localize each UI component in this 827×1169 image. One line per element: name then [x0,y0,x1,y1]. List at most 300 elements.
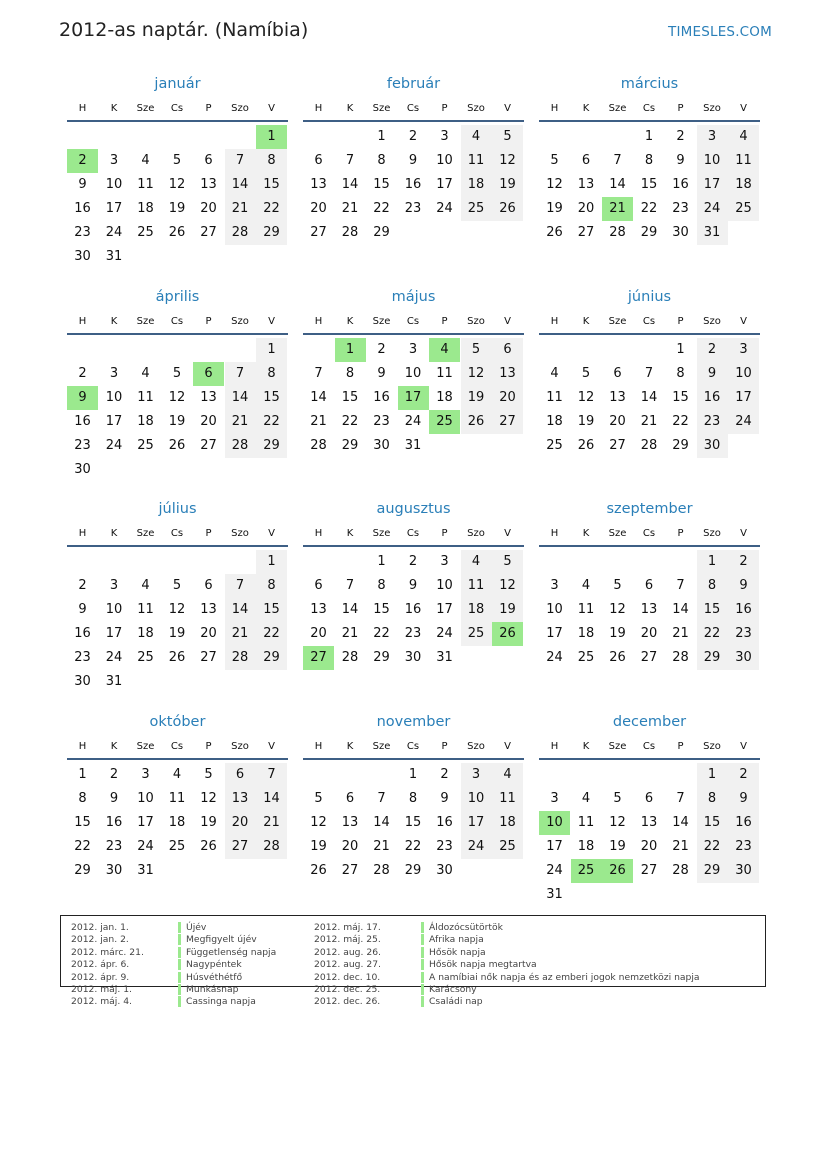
day-cell: 9 [676,153,685,168]
weekday-label: Szo [703,316,721,327]
weekday-header [539,316,760,332]
legend-date: 2012. aug. 27. [314,959,381,971]
day-cell: 13 [200,177,217,192]
day-cell: 20 [609,414,626,429]
weekday-label: K [110,528,118,539]
day-cell: 28 [225,434,256,458]
weekday-label: P [677,103,684,114]
weekday-label: P [205,528,212,539]
weekday-label: Sze [608,741,627,752]
day-cell: 2 [408,129,418,144]
day-cell: 24 [436,626,453,641]
day-cell: 15 [256,173,287,197]
day-cell: 31 [105,249,123,264]
day-cell: 22 [404,839,422,854]
legend-color-marker [178,922,181,933]
day-cell: 12 [609,602,626,617]
legend-date: 2012. dec. 25. [314,984,381,995]
header-rule [67,120,288,122]
holiday-day-cell: 4 [429,338,460,362]
weekday-label: K [346,741,354,752]
day-cell: 29 [373,225,390,240]
legend-color-marker [178,972,181,983]
day-cell: 15 [373,602,390,617]
day-cell: 11 [577,602,595,617]
holiday-day-cell: 26 [602,859,633,883]
day-cell: 17 [728,386,759,410]
day-cell: 28 [672,650,689,665]
day-cell: 12 [200,791,217,806]
legend-holiday-name: Cassinga napja [186,996,256,1008]
weekday-label: V [268,528,275,539]
weekday-header [539,103,760,119]
day-cell: 15 [697,811,728,835]
day-cell: 28 [672,863,689,878]
day-cell: 24 [436,201,453,216]
day-cell: 9 [408,153,418,168]
weekday-label: Sze [136,103,155,114]
day-cell: 10 [461,787,492,811]
day-cell: 7 [676,791,685,806]
holiday-day-cell: 9 [67,386,98,410]
day-cell: 10 [105,177,123,192]
day-cell: 13 [310,177,327,192]
weekday-label: H [78,316,87,327]
day-cell: 18 [492,811,523,835]
day-cell: 24 [697,197,728,221]
weekday-label: P [205,103,212,114]
day-cell: 24 [546,650,563,665]
day-cell: 24 [105,650,123,665]
day-cell: 2 [408,554,418,569]
day-cell: 15 [697,598,728,622]
day-cell: 27 [200,438,217,453]
legend-color-marker [178,934,181,945]
day-cell: 28 [310,438,327,453]
day-cell: 4 [581,791,591,806]
day-cell: 7 [377,791,386,806]
day-cell: 8 [377,153,386,168]
day-cell: 21 [672,626,689,641]
weekday-label: K [110,316,118,327]
legend-color-marker [178,996,181,1007]
day-cell: 7 [314,366,323,381]
day-cell: 7 [256,763,287,787]
day-cell: 27 [200,225,217,240]
day-cell: 16 [74,201,91,216]
day-cell: 13 [200,602,217,617]
legend-holiday-name: Hősök napja megtartva [429,959,537,971]
weekday-label: K [346,316,354,327]
legend-date: 2012. máj. 17. [314,922,381,933]
weekday-label: Cs [642,316,656,327]
day-cell: 13 [640,815,658,830]
day-cell: 1 [408,767,418,782]
day-cell: 16 [74,414,91,429]
day-cell: 25 [492,835,523,859]
day-cell: 12 [492,574,523,598]
day-cell: 12 [461,362,492,386]
weekday-label: V [740,741,747,752]
month-name: március [620,76,679,92]
day-cell: 6 [314,578,323,593]
legend-date: 2012. máj. 1. [71,984,132,995]
day-cell: 15 [373,177,390,192]
day-cell: 28 [341,225,359,240]
day-cell: 5 [550,153,559,168]
day-cell: 25 [168,839,186,854]
day-cell: 25 [137,225,154,240]
weekday-header [67,316,288,332]
day-cell: 14 [341,177,359,192]
day-cell: 6 [314,153,323,168]
day-cell: 2 [377,342,386,357]
weekday-header [539,741,760,757]
weekday-label: H [314,103,323,114]
day-cell: 6 [644,578,654,593]
day-cell: 29 [404,863,422,878]
day-cell: 19 [310,839,327,854]
day-cell: 18 [461,173,492,197]
weekday-label: Szo [467,741,485,752]
day-cell: 17 [105,201,123,216]
day-cell: 7 [225,362,256,386]
day-cell: 30 [728,859,759,883]
day-cell: 6 [644,791,654,806]
weekday-label: Cs [406,103,420,114]
day-cell: 7 [613,153,622,168]
day-cell: 24 [105,438,123,453]
day-cell: 27 [640,650,658,665]
header-rule [539,333,760,335]
day-cell: 3 [461,763,492,787]
day-cell: 5 [581,366,591,381]
holiday-day-cell: 6 [193,362,224,386]
month-name: május [391,289,436,305]
legend-date: 2012. máj. 4. [71,996,132,1008]
day-cell: 30 [105,863,123,878]
day-cell: 20 [310,201,327,216]
day-cell: 18 [577,839,595,854]
day-cell: 8 [256,574,287,598]
weekday-label: Cs [170,316,184,327]
day-cell: 1 [377,554,386,569]
day-cell: 16 [697,386,728,410]
day-cell: 19 [577,414,595,429]
day-cell: 26 [577,438,595,453]
weekday-label: H [78,103,87,114]
month-name: augusztus [376,501,451,517]
weekday-label: H [550,528,559,539]
legend-holiday-name: Karácsony [429,984,477,995]
day-cell: 23 [404,626,422,641]
day-cell: 3 [141,767,150,782]
weekday-header [539,528,760,544]
day-cell: 27 [200,650,217,665]
weekday-label: V [740,103,747,114]
day-cell: 29 [373,650,390,665]
day-cell: 12 [546,177,563,192]
weekday-label: Sze [372,741,391,752]
header-rule [303,333,524,335]
day-cell: 6 [492,338,523,362]
legend-holiday-name: Családi nap [429,996,483,1008]
weekday-label: H [314,741,323,752]
legend-color-marker [421,922,424,933]
day-cell: 17 [436,177,453,192]
day-cell: 21 [672,839,689,854]
day-cell: 27 [640,863,658,878]
day-cell: 22 [256,410,287,434]
day-cell: 15 [640,177,658,192]
weekday-label: Sze [608,103,627,114]
day-cell: 28 [225,646,256,670]
day-cell: 6 [204,578,213,593]
day-cell: 8 [256,149,287,173]
header-rule [67,545,288,547]
day-cell: 7 [345,578,355,593]
day-cell: 14 [640,390,658,405]
day-cell: 11 [461,149,492,173]
day-cell: 29 [74,863,91,878]
weekday-header [303,316,524,332]
day-cell: 26 [200,839,217,854]
day-cell: 23 [74,225,91,240]
day-cell: 28 [609,225,626,240]
day-cell: 20 [577,201,595,216]
day-cell: 19 [492,173,523,197]
weekday-label: K [582,103,590,114]
day-cell: 7 [345,153,355,168]
day-cell: 5 [204,767,213,782]
legend-color-marker [421,972,424,983]
header-rule [303,120,524,122]
day-cell: 24 [137,839,154,854]
day-cell: 26 [609,650,626,665]
weekday-label: V [740,316,747,327]
day-cell: 14 [225,386,256,410]
day-cell: 25 [461,197,492,221]
day-cell: 5 [172,153,182,168]
day-cell: 9 [728,574,759,598]
day-cell: 4 [728,125,759,149]
day-cell: 10 [697,149,728,173]
day-cell: 2 [728,550,759,574]
day-cell: 2 [697,338,728,362]
day-cell: 21 [225,622,256,646]
day-cell: 26 [168,438,186,453]
day-cell: 9 [109,791,119,806]
day-cell: 19 [168,626,186,641]
day-cell: 11 [546,390,563,405]
day-cell: 6 [613,366,622,381]
day-cell: 9 [697,362,728,386]
weekday-label: Szo [467,316,485,327]
day-cell: 25 [461,622,492,646]
header-rule [303,758,524,760]
weekday-label: K [110,741,118,752]
day-cell: 30 [728,646,759,670]
legend-date: 2012. ápr. 6. [71,959,130,971]
day-cell: 3 [440,129,449,144]
day-cell: 3 [728,338,759,362]
day-cell: 14 [609,177,626,192]
day-cell: 19 [461,386,492,410]
weekday-label: K [582,741,590,752]
day-cell: 1 [697,550,728,574]
month-name: december [612,714,687,730]
day-cell: 18 [728,173,759,197]
day-cell: 21 [256,811,287,835]
day-cell: 5 [613,578,622,593]
month-name: október [149,714,206,730]
legend-date: 2012. dec. 10. [314,971,381,983]
day-cell: 4 [172,767,182,782]
day-cell: 18 [168,815,186,830]
day-cell: 15 [74,815,91,830]
day-cell: 17 [105,414,123,429]
day-cell: 29 [341,438,359,453]
day-cell: 8 [78,791,87,806]
day-cell: 3 [550,578,559,593]
month-name: február [386,76,441,92]
day-cell: 23 [74,650,91,665]
weekday-label: Szo [231,741,249,752]
weekday-label: Cs [642,528,656,539]
day-cell: 21 [341,626,359,641]
day-cell: 15 [404,815,422,830]
weekday-label: P [441,741,448,752]
weekday-label: P [677,316,684,327]
day-cell: 11 [137,177,154,192]
day-cell: 24 [728,410,759,434]
day-cell: 16 [373,390,390,405]
weekday-label: P [677,528,684,539]
weekday-label: Cs [642,741,656,752]
day-cell: 11 [461,574,492,598]
day-cell: 31 [697,221,728,245]
weekday-label: Szo [703,528,721,539]
day-cell: 27 [310,225,327,240]
day-cell: 3 [408,342,418,357]
day-cell: 17 [436,602,453,617]
legend-holiday-name: Munkásnap [186,984,239,995]
day-cell: 5 [613,791,622,806]
weekday-label: Sze [608,528,627,539]
holiday-legend [60,915,766,1008]
day-cell: 1 [256,338,287,362]
day-cell: 5 [172,366,182,381]
day-cell: 3 [109,153,119,168]
legend-color-marker [421,959,424,970]
day-cell: 23 [728,622,759,646]
day-cell: 30 [74,674,91,689]
day-cell: 11 [577,815,595,830]
day-cell: 30 [697,434,728,458]
weekday-label: V [740,528,747,539]
day-cell: 21 [225,197,256,221]
legend-holiday-name: A namíbiai nők napja és az emberi jogok nemzetközi napja [429,971,700,983]
holiday-day-cell: 27 [303,646,334,670]
header-rule [539,545,760,547]
day-cell: 7 [676,578,685,593]
weekday-label: H [78,528,87,539]
day-cell: 25 [728,197,759,221]
day-cell: 1 [676,342,685,357]
day-cell: 11 [137,602,154,617]
day-cell: 18 [137,626,154,641]
day-cell: 26 [310,863,327,878]
day-cell: 5 [314,791,323,806]
legend-holiday-name: Áldozócsütörtök [429,922,503,933]
day-cell: 24 [105,225,123,240]
day-cell: 10 [546,602,563,617]
day-cell: 23 [105,839,123,854]
weekday-label: V [268,741,275,752]
day-cell: 30 [74,462,91,477]
day-cell: 1 [256,550,287,574]
day-cell: 30 [373,438,390,453]
holiday-day-cell: 1 [256,125,287,149]
day-cell: 16 [105,815,123,830]
day-cell: 19 [200,815,217,830]
day-cell: 8 [256,362,287,386]
day-cell: 12 [577,390,595,405]
day-cell: 26 [492,197,523,221]
legend-holiday-name: Nagypéntek [186,959,242,971]
header-rule [67,333,288,335]
day-cell: 2 [78,578,87,593]
day-cell: 9 [440,791,449,806]
legend-date: 2012. ápr. 9. [71,971,130,983]
day-cell: 27 [577,225,595,240]
legend-holiday-name: Megfigyelt újév [186,934,257,946]
weekday-label: K [346,103,354,114]
day-cell: 22 [373,626,390,641]
weekday-header [67,741,288,757]
weekday-label: Cs [170,528,184,539]
weekday-label: V [268,103,275,114]
day-cell: 16 [728,811,759,835]
day-cell: 6 [204,153,213,168]
weekday-label: V [504,528,511,539]
day-cell: 6 [581,153,591,168]
holiday-day-cell: 1 [335,338,366,362]
legend-color-marker [421,984,424,995]
legend-date: 2012. dec. 26. [314,996,381,1008]
day-cell: 8 [408,791,418,806]
day-cell: 20 [200,626,217,641]
day-cell: 19 [168,201,186,216]
day-cell: 2 [676,129,685,144]
day-cell: 19 [609,839,626,854]
legend-color-marker [421,934,424,945]
weekday-header [67,103,288,119]
month-name: szeptember [606,501,693,517]
weekday-label: Szo [703,741,721,752]
day-cell: 29 [256,646,287,670]
day-cell: 17 [137,815,154,830]
day-cell: 26 [546,225,563,240]
day-cell: 20 [640,626,658,641]
day-cell: 29 [256,221,287,245]
day-cell: 3 [109,366,119,381]
day-cell: 14 [341,602,359,617]
day-cell: 10 [728,362,759,386]
day-cell: 22 [697,622,728,646]
brand-link[interactable]: TIMESLES.COM [668,24,772,40]
weekday-label: Szo [231,316,249,327]
